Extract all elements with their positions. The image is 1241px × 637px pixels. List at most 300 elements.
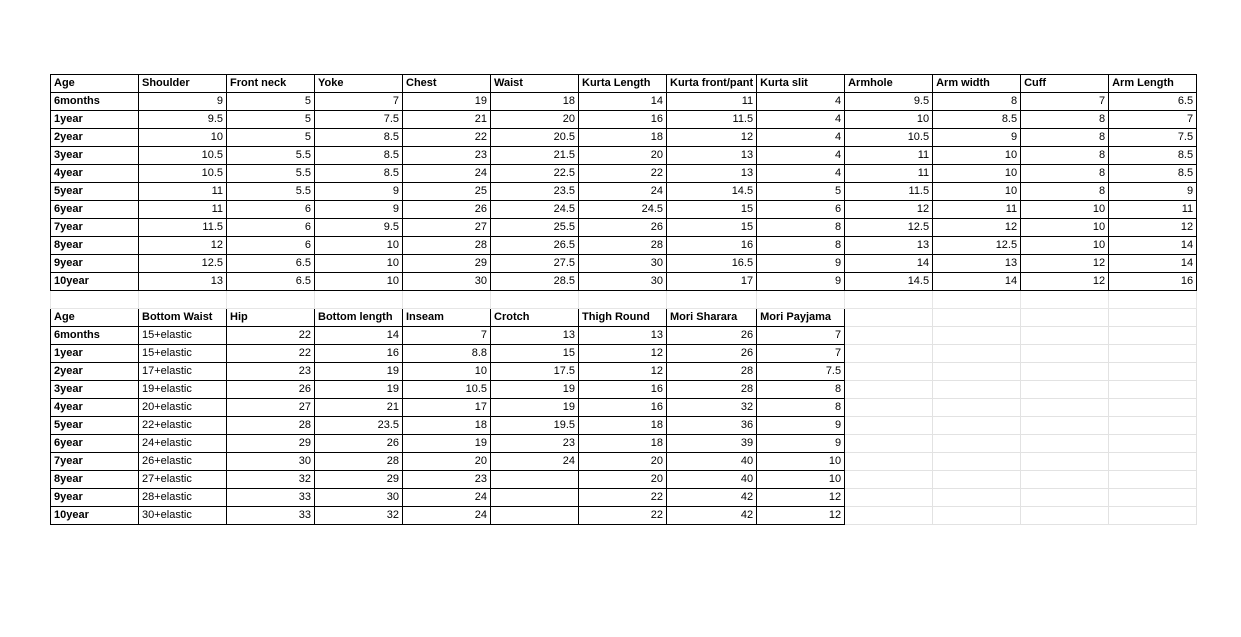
age-cell: 2year bbox=[51, 363, 139, 381]
empty-cell bbox=[933, 309, 1021, 327]
value-cell: 27.5 bbox=[491, 255, 579, 273]
value-cell: 11 bbox=[845, 165, 933, 183]
empty-cell bbox=[1109, 381, 1197, 399]
value-cell: 12.5 bbox=[139, 255, 227, 273]
empty-cell bbox=[139, 291, 227, 309]
value-cell: 6 bbox=[227, 201, 315, 219]
table-row bbox=[51, 489, 1197, 507]
value-cell: 5 bbox=[227, 93, 315, 111]
table-row bbox=[51, 399, 1197, 417]
value-cell: 42 bbox=[667, 489, 757, 507]
empty-cell bbox=[1109, 363, 1197, 381]
value-cell: 6.5 bbox=[227, 273, 315, 291]
value-cell: 24.5 bbox=[579, 201, 667, 219]
value-cell: 22 bbox=[227, 327, 315, 345]
empty-cell bbox=[845, 327, 933, 345]
value-cell: 10 bbox=[933, 183, 1021, 201]
value-cell: 9 bbox=[933, 129, 1021, 147]
value-cell: 5.5 bbox=[227, 165, 315, 183]
value-cell: 17+elastic bbox=[139, 363, 227, 381]
empty-cell bbox=[1021, 291, 1109, 309]
value-cell: 8 bbox=[757, 219, 845, 237]
value-cell: 16 bbox=[1109, 273, 1197, 291]
value-cell: 29 bbox=[315, 471, 403, 489]
value-cell: 4 bbox=[757, 93, 845, 111]
empty-cell bbox=[579, 291, 667, 309]
value-cell: 28 bbox=[403, 237, 491, 255]
value-cell: 13 bbox=[933, 255, 1021, 273]
empty-cell bbox=[1021, 399, 1109, 417]
value-cell: 12 bbox=[667, 129, 757, 147]
value-cell: 26+elastic bbox=[139, 453, 227, 471]
empty-cell bbox=[845, 399, 933, 417]
empty-cell bbox=[933, 327, 1021, 345]
value-cell: 6 bbox=[757, 201, 845, 219]
empty-cell bbox=[1021, 489, 1109, 507]
value-cell: 14 bbox=[1109, 237, 1197, 255]
column-header: Crotch bbox=[491, 309, 579, 327]
value-cell: 18 bbox=[579, 129, 667, 147]
table-row bbox=[51, 111, 1197, 129]
value-cell: 10 bbox=[845, 111, 933, 129]
table-row bbox=[51, 183, 1197, 201]
value-cell: 7 bbox=[1021, 93, 1109, 111]
value-cell: 30 bbox=[227, 453, 315, 471]
empty-cell bbox=[1021, 507, 1109, 525]
value-cell: 40 bbox=[667, 471, 757, 489]
value-cell: 9 bbox=[757, 417, 845, 435]
value-cell: 22 bbox=[579, 507, 667, 525]
value-cell: 16 bbox=[667, 237, 757, 255]
empty-cell bbox=[1021, 435, 1109, 453]
value-cell: 10 bbox=[315, 255, 403, 273]
column-header: Kurta front/pant bbox=[667, 75, 757, 93]
value-cell: 24+elastic bbox=[139, 435, 227, 453]
value-cell: 20+elastic bbox=[139, 399, 227, 417]
value-cell: 12 bbox=[579, 345, 667, 363]
value-cell: 26 bbox=[315, 435, 403, 453]
age-cell: 6year bbox=[51, 201, 139, 219]
column-header: Cuff bbox=[1021, 75, 1109, 93]
value-cell: 11.5 bbox=[845, 183, 933, 201]
table-row bbox=[51, 255, 1197, 273]
value-cell: 9 bbox=[757, 435, 845, 453]
value-cell: 10.5 bbox=[845, 129, 933, 147]
value-cell: 9.5 bbox=[315, 219, 403, 237]
value-cell: 24 bbox=[491, 453, 579, 471]
age-cell: 8year bbox=[51, 471, 139, 489]
value-cell: 9 bbox=[315, 183, 403, 201]
value-cell: 14.5 bbox=[845, 273, 933, 291]
value-cell: 24 bbox=[403, 165, 491, 183]
value-cell: 32 bbox=[315, 507, 403, 525]
value-cell: 39 bbox=[667, 435, 757, 453]
value-cell: 42 bbox=[667, 507, 757, 525]
value-cell: 13 bbox=[667, 147, 757, 165]
value-cell: 22 bbox=[579, 165, 667, 183]
value-cell: 30 bbox=[315, 489, 403, 507]
empty-cell bbox=[1109, 327, 1197, 345]
age-cell: 3year bbox=[51, 381, 139, 399]
header-row bbox=[51, 75, 1197, 93]
value-cell: 10 bbox=[933, 165, 1021, 183]
value-cell: 33 bbox=[227, 489, 315, 507]
value-cell: 6 bbox=[227, 219, 315, 237]
empty-cell bbox=[403, 291, 491, 309]
table-row bbox=[51, 237, 1197, 255]
value-cell: 26 bbox=[579, 219, 667, 237]
empty-cell bbox=[1109, 489, 1197, 507]
value-cell: 21 bbox=[315, 399, 403, 417]
value-cell: 19+elastic bbox=[139, 381, 227, 399]
value-cell: 20 bbox=[491, 111, 579, 129]
table-row bbox=[51, 417, 1197, 435]
value-cell: 13 bbox=[139, 273, 227, 291]
value-cell: 12.5 bbox=[933, 237, 1021, 255]
value-cell: 33 bbox=[227, 507, 315, 525]
table-row bbox=[51, 381, 1197, 399]
value-cell: 16 bbox=[579, 381, 667, 399]
value-cell: 12.5 bbox=[845, 219, 933, 237]
value-cell: 8 bbox=[933, 93, 1021, 111]
column-header: Shoulder bbox=[139, 75, 227, 93]
value-cell: 23 bbox=[227, 363, 315, 381]
value-cell: 28 bbox=[667, 363, 757, 381]
value-cell: 24 bbox=[403, 489, 491, 507]
value-cell: 10 bbox=[139, 129, 227, 147]
column-header: Armhole bbox=[845, 75, 933, 93]
value-cell: 36 bbox=[667, 417, 757, 435]
value-cell: 28.5 bbox=[491, 273, 579, 291]
table-row bbox=[51, 327, 1197, 345]
empty-cell bbox=[933, 345, 1021, 363]
empty-cell bbox=[933, 507, 1021, 525]
value-cell: 14 bbox=[933, 273, 1021, 291]
value-cell: 6.5 bbox=[227, 255, 315, 273]
value-cell bbox=[491, 471, 579, 489]
column-header: Mori Payjama bbox=[757, 309, 845, 327]
age-cell: 5year bbox=[51, 417, 139, 435]
value-cell: 9 bbox=[315, 201, 403, 219]
value-cell: 6 bbox=[227, 237, 315, 255]
value-cell: 8.5 bbox=[315, 165, 403, 183]
value-cell: 22 bbox=[403, 129, 491, 147]
value-cell: 27+elastic bbox=[139, 471, 227, 489]
value-cell bbox=[491, 489, 579, 507]
value-cell: 40 bbox=[667, 453, 757, 471]
value-cell: 25 bbox=[403, 183, 491, 201]
age-cell: 3year bbox=[51, 147, 139, 165]
value-cell: 23.5 bbox=[315, 417, 403, 435]
empty-cell bbox=[1021, 381, 1109, 399]
value-cell: 10 bbox=[315, 273, 403, 291]
empty-cell bbox=[1021, 327, 1109, 345]
value-cell: 19 bbox=[491, 399, 579, 417]
empty-cell bbox=[1021, 471, 1109, 489]
age-cell: 5year bbox=[51, 183, 139, 201]
value-cell: 10 bbox=[1021, 201, 1109, 219]
value-cell: 8.8 bbox=[403, 345, 491, 363]
age-cell: 6months bbox=[51, 327, 139, 345]
value-cell: 8.5 bbox=[315, 129, 403, 147]
empty-cell bbox=[845, 345, 933, 363]
age-cell: 10year bbox=[51, 273, 139, 291]
value-cell: 26 bbox=[227, 381, 315, 399]
empty-cell bbox=[845, 291, 933, 309]
value-cell: 19 bbox=[315, 381, 403, 399]
table-row bbox=[51, 93, 1197, 111]
value-cell: 28+elastic bbox=[139, 489, 227, 507]
value-cell: 22+elastic bbox=[139, 417, 227, 435]
value-cell: 20 bbox=[403, 453, 491, 471]
value-cell: 4 bbox=[757, 147, 845, 165]
table-row bbox=[51, 165, 1197, 183]
value-cell: 7.5 bbox=[315, 111, 403, 129]
empty-cell bbox=[933, 471, 1021, 489]
table-row bbox=[51, 507, 1197, 525]
value-cell: 8 bbox=[1021, 147, 1109, 165]
value-cell: 8 bbox=[1021, 111, 1109, 129]
value-cell: 21.5 bbox=[491, 147, 579, 165]
value-cell: 7.5 bbox=[1109, 129, 1197, 147]
empty-cell bbox=[845, 489, 933, 507]
value-cell: 11.5 bbox=[139, 219, 227, 237]
column-header: Front neck bbox=[227, 75, 315, 93]
age-cell: 8year bbox=[51, 237, 139, 255]
column-header: Bottom Waist bbox=[139, 309, 227, 327]
value-cell: 10 bbox=[1021, 219, 1109, 237]
lower-table bbox=[51, 309, 1197, 525]
column-header: Kurta slit bbox=[757, 75, 845, 93]
column-header: Age bbox=[51, 309, 139, 327]
value-cell: 30 bbox=[403, 273, 491, 291]
value-cell: 5.5 bbox=[227, 183, 315, 201]
value-cell: 9 bbox=[1109, 183, 1197, 201]
value-cell: 17 bbox=[667, 273, 757, 291]
value-cell: 22.5 bbox=[491, 165, 579, 183]
value-cell: 28 bbox=[315, 453, 403, 471]
value-cell: 4 bbox=[757, 165, 845, 183]
value-cell: 10.5 bbox=[403, 381, 491, 399]
table-row bbox=[51, 363, 1197, 381]
value-cell: 8.5 bbox=[933, 111, 1021, 129]
table-row bbox=[51, 345, 1197, 363]
value-cell: 12 bbox=[139, 237, 227, 255]
value-cell: 16.5 bbox=[667, 255, 757, 273]
column-header: Thigh Round bbox=[579, 309, 667, 327]
value-cell: 23.5 bbox=[491, 183, 579, 201]
value-cell: 18 bbox=[403, 417, 491, 435]
column-header: Hip bbox=[227, 309, 315, 327]
value-cell: 10 bbox=[757, 453, 845, 471]
empty-cell bbox=[845, 309, 933, 327]
table-row bbox=[51, 129, 1197, 147]
size-chart-table bbox=[50, 74, 1197, 525]
empty-cell bbox=[1021, 417, 1109, 435]
value-cell: 23 bbox=[403, 471, 491, 489]
value-cell: 8 bbox=[757, 399, 845, 417]
age-cell: 9year bbox=[51, 489, 139, 507]
empty-cell bbox=[1109, 435, 1197, 453]
value-cell: 14 bbox=[579, 93, 667, 111]
value-cell: 26 bbox=[667, 345, 757, 363]
value-cell: 28 bbox=[667, 381, 757, 399]
value-cell: 5.5 bbox=[227, 147, 315, 165]
empty-cell bbox=[845, 417, 933, 435]
empty-cell bbox=[1109, 399, 1197, 417]
header-row bbox=[51, 309, 1197, 327]
value-cell: 7 bbox=[757, 345, 845, 363]
empty-cell bbox=[1021, 363, 1109, 381]
value-cell: 23 bbox=[491, 435, 579, 453]
age-cell: 7year bbox=[51, 453, 139, 471]
empty-cell bbox=[845, 363, 933, 381]
empty-cell bbox=[757, 291, 845, 309]
value-cell: 5 bbox=[227, 129, 315, 147]
value-cell: 10 bbox=[403, 363, 491, 381]
age-cell: 1year bbox=[51, 345, 139, 363]
value-cell: 10 bbox=[933, 147, 1021, 165]
value-cell: 8.5 bbox=[1109, 147, 1197, 165]
age-cell: 6months bbox=[51, 93, 139, 111]
value-cell: 24 bbox=[403, 507, 491, 525]
value-cell: 24.5 bbox=[491, 201, 579, 219]
value-cell: 11 bbox=[845, 147, 933, 165]
empty-cell bbox=[845, 435, 933, 453]
empty-cell bbox=[933, 435, 1021, 453]
column-header: Mori Sharara bbox=[667, 309, 757, 327]
age-cell: 9year bbox=[51, 255, 139, 273]
column-header: Arm Length bbox=[1109, 75, 1197, 93]
value-cell: 12 bbox=[1021, 255, 1109, 273]
value-cell: 14 bbox=[1109, 255, 1197, 273]
column-header: Age bbox=[51, 75, 139, 93]
value-cell: 11.5 bbox=[667, 111, 757, 129]
value-cell: 9 bbox=[757, 255, 845, 273]
empty-cell bbox=[315, 291, 403, 309]
age-cell: 4year bbox=[51, 165, 139, 183]
value-cell: 14.5 bbox=[667, 183, 757, 201]
value-cell: 7 bbox=[315, 93, 403, 111]
empty-cell bbox=[491, 291, 579, 309]
empty-cell bbox=[1021, 453, 1109, 471]
value-cell: 10.5 bbox=[139, 147, 227, 165]
value-cell: 20.5 bbox=[491, 129, 579, 147]
value-cell: 32 bbox=[667, 399, 757, 417]
value-cell: 10 bbox=[757, 471, 845, 489]
value-cell: 16 bbox=[579, 399, 667, 417]
value-cell: 9.5 bbox=[139, 111, 227, 129]
column-header: Arm width bbox=[933, 75, 1021, 93]
value-cell: 13 bbox=[845, 237, 933, 255]
value-cell: 12 bbox=[845, 201, 933, 219]
value-cell: 26.5 bbox=[491, 237, 579, 255]
empty-cell bbox=[1109, 309, 1197, 327]
value-cell: 7 bbox=[757, 327, 845, 345]
value-cell: 30 bbox=[579, 273, 667, 291]
value-cell: 13 bbox=[491, 327, 579, 345]
value-cell: 8 bbox=[757, 381, 845, 399]
value-cell: 7 bbox=[403, 327, 491, 345]
age-cell: 4year bbox=[51, 399, 139, 417]
empty-cell bbox=[1021, 345, 1109, 363]
empty-cell bbox=[667, 291, 757, 309]
value-cell: 9 bbox=[139, 93, 227, 111]
value-cell: 15+elastic bbox=[139, 345, 227, 363]
value-cell: 11 bbox=[139, 201, 227, 219]
spacer-row bbox=[51, 291, 1197, 309]
table-row bbox=[51, 147, 1197, 165]
value-cell: 19 bbox=[315, 363, 403, 381]
value-cell: 16 bbox=[579, 111, 667, 129]
value-cell: 27 bbox=[403, 219, 491, 237]
value-cell: 20 bbox=[579, 471, 667, 489]
value-cell: 12 bbox=[1021, 273, 1109, 291]
value-cell: 26 bbox=[667, 327, 757, 345]
value-cell: 18 bbox=[579, 435, 667, 453]
value-cell: 17 bbox=[403, 399, 491, 417]
table-row bbox=[51, 273, 1197, 291]
value-cell: 29 bbox=[227, 435, 315, 453]
empty-cell bbox=[1109, 417, 1197, 435]
value-cell: 9.5 bbox=[845, 93, 933, 111]
age-cell: 7year bbox=[51, 219, 139, 237]
empty-cell bbox=[933, 291, 1021, 309]
column-header: Inseam bbox=[403, 309, 491, 327]
value-cell: 23 bbox=[403, 147, 491, 165]
value-cell: 8 bbox=[1021, 165, 1109, 183]
empty-cell bbox=[845, 471, 933, 489]
value-cell bbox=[491, 507, 579, 525]
age-cell: 2year bbox=[51, 129, 139, 147]
column-header: Waist bbox=[491, 75, 579, 93]
value-cell: 6.5 bbox=[1109, 93, 1197, 111]
value-cell: 27 bbox=[227, 399, 315, 417]
column-header: Chest bbox=[403, 75, 491, 93]
value-cell: 8 bbox=[1021, 129, 1109, 147]
value-cell: 4 bbox=[757, 129, 845, 147]
value-cell: 32 bbox=[227, 471, 315, 489]
value-cell: 12 bbox=[1109, 219, 1197, 237]
value-cell: 15 bbox=[667, 201, 757, 219]
value-cell: 8.5 bbox=[315, 147, 403, 165]
column-header: Kurta Length bbox=[579, 75, 667, 93]
value-cell: 19 bbox=[403, 435, 491, 453]
value-cell: 8 bbox=[1021, 183, 1109, 201]
value-cell: 11 bbox=[933, 201, 1021, 219]
value-cell: 24 bbox=[579, 183, 667, 201]
table-row bbox=[51, 201, 1197, 219]
size-chart-sheet bbox=[50, 74, 1197, 525]
value-cell: 12 bbox=[757, 507, 845, 525]
value-cell: 16 bbox=[315, 345, 403, 363]
value-cell: 13 bbox=[579, 327, 667, 345]
empty-cell bbox=[227, 291, 315, 309]
value-cell: 10.5 bbox=[139, 165, 227, 183]
value-cell: 11 bbox=[1109, 201, 1197, 219]
table-row bbox=[51, 219, 1197, 237]
empty-cell bbox=[845, 453, 933, 471]
value-cell: 15+elastic bbox=[139, 327, 227, 345]
column-header: Yoke bbox=[315, 75, 403, 93]
age-cell: 1year bbox=[51, 111, 139, 129]
value-cell: 7.5 bbox=[757, 363, 845, 381]
value-cell: 30+elastic bbox=[139, 507, 227, 525]
value-cell: 14 bbox=[315, 327, 403, 345]
value-cell: 28 bbox=[227, 417, 315, 435]
value-cell: 15 bbox=[491, 345, 579, 363]
value-cell: 17.5 bbox=[491, 363, 579, 381]
